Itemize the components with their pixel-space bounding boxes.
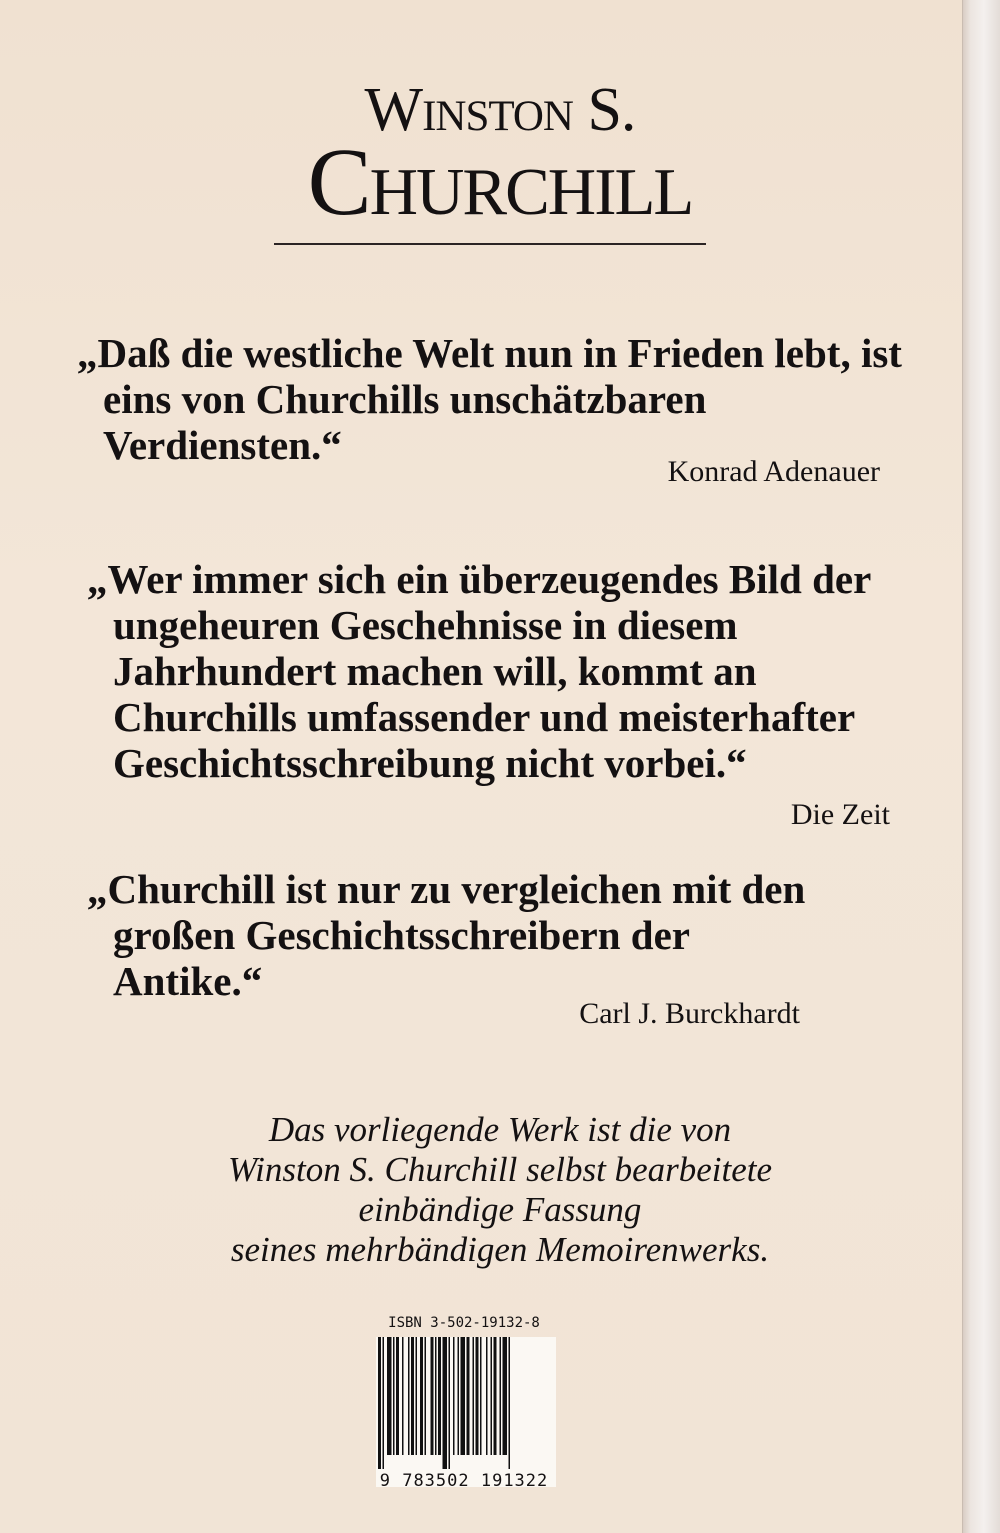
barcode-stripe [480,1337,482,1455]
barcode-stripe [476,1337,479,1455]
barcode-stripe [435,1337,437,1455]
quote-source-adenauer: Konrad Adenauer [667,455,880,488]
barcode-stripe [431,1337,434,1455]
barcode-stripe [473,1337,475,1455]
quote-die-zeit: „Wer immer sich ein überzeugendes Bild der ungeheuren Geschehnisse in diesem Jahrhundert machen will, kommt an Churchills umfassender und meisterhafter Geschichtsschreibung nicht vorbei.“ [87,556,871,786]
book-description [160,1110,840,1270]
barcode-stripe [458,1337,460,1455]
ean-digits: 9 783502 191322 [379,1471,549,1491]
barcode-stripe [486,1337,488,1455]
book-description-line: einbändige Fassung [358,1190,642,1229]
barcode-stripe [503,1337,508,1455]
barcode-stripe [500,1337,502,1455]
barcode-stripe [393,1337,395,1455]
barcode-stripe [438,1337,441,1455]
author-last-name: Churchill [307,128,693,235]
barcode-stripe [453,1337,455,1455]
barcode-stripe [461,1337,466,1455]
barcode-stripe [408,1337,410,1455]
quote-adenauer: „Daß die westliche Welt nun in Frieden lebt, ist eins von Churchills unschätzbaren Verdiensten.“ [77,330,902,468]
barcode-icon [376,1337,556,1487]
book-spine-edge [962,0,1000,1533]
barcode-block [372,1315,556,1495]
barcode-stripe [411,1337,414,1455]
isbn-label: ISBN 3-502-19132-8 [388,1315,540,1331]
book-description-line: seines mehrbändigen Memoirenwerks. [230,1230,770,1269]
barcode-stripe [491,1337,493,1455]
barcode-stripe [443,1337,448,1469]
book-description-line: Das vorliegende Werk ist die von [268,1110,732,1149]
book-description-line: Winston S. Churchill selbst bearbeitete [227,1150,773,1189]
barcode-stripe [416,1337,418,1455]
title-divider [274,243,706,245]
quote-source-burckhardt: Carl J. Burckhardt [579,997,800,1030]
barcode-stripe [402,1337,404,1455]
quote-burckhardt: „Churchill ist nur zu vergleichen mit den großen Geschichtsschreibern der Antike.“ [87,866,806,1004]
barcode-stripe [494,1337,497,1455]
author-name [150,76,850,235]
barcode-stripe [396,1337,399,1455]
barcode-stripe [383,1337,385,1469]
barcode-stripe [449,1337,451,1469]
barcode-stripe [467,1337,470,1455]
barcode-stripe [509,1337,511,1469]
barcode-stripe [420,1337,423,1455]
barcode-stripe [387,1337,392,1455]
quote-source-die-zeit: Die Zeit [790,798,890,831]
author-first-name: Winston S. [364,76,636,144]
barcode-stripe [378,1337,381,1469]
barcode-stripe [425,1337,427,1455]
